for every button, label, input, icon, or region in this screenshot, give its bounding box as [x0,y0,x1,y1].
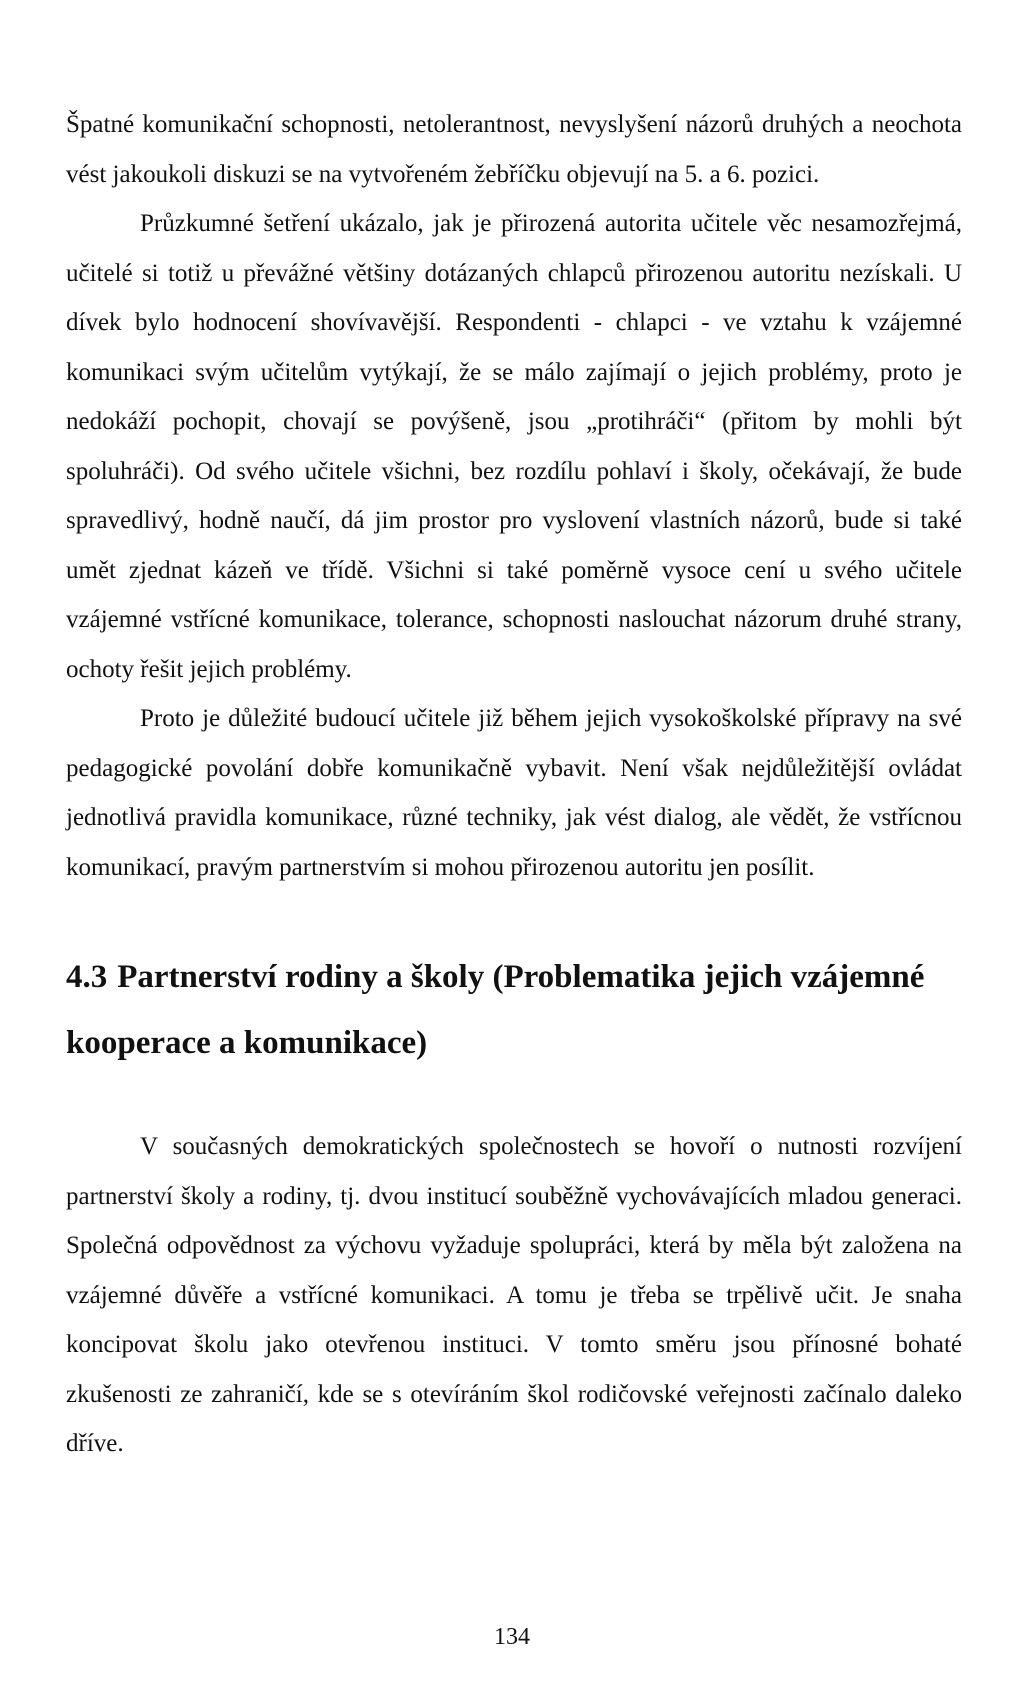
paragraph-survey-results: Průzkumné šetření ukázalo, jak je přirozená autorita učitele věc nesamozřejmá, učitelé si totiž u převážné většiny dotázaných chlapců přirozenou autoritu nezískali. U dívek bylo hodnocení shovívavější. Respondenti - chlapci - ve vztahu k vzájemné komunikaci svým učitelům vytýkají, že se málo zajímají o jejich problémy, proto je nedokáží pochopit, chovají se povýšeně, jsou „protihráči“ (přitom by mohli být spoluhráči). Od svého učitele všichni, bez rozdílu pohlaví i školy, očekávají, že bude spravedlivý, hodně naučí, dá jim prostor pro vyslovení vlastních názorů, bude si také umět zjednat kázeň ve třídě. Všichni si také poměrně vysoce cení u svého učitele vzájemné vstřícné komunikace, tolerance, schopnosti naslouchat názorum druhé strany, ochoty řešit jejich problémy. [66,210,962,683]
document-page [66,100,962,1469]
section-number: 4.3 [66,959,108,995]
paragraph-teacher-preparation: Proto je důležité budoucí učitele již během jejich vysokoškolské přípravy na své pedagogické povolání dobře komunikačně vybavit. Není však nejdůležitější ovládat jednotlivá pravidla komunikace, různé techniky, jak vést dialog, ale vědět, že vstřícnou komunikací, pravým partnerstvím si mohou přirozenou autoritu jen posílit. [66,705,962,881]
paragraph-partnership: V současných demokratických společnostech se hovoří o nutnosti rozvíjení partnerství školy a rodiny, tj. dvou institucí souběžně vychovávajících mladou generaci. Společná odpovědnost za výchovu vyžaduje spolupráci, která by měla být založena na vzájemné důvěře a vstřícné komunikaci. A tomu je třeba se trpělivě učit. Je snaha koncipovat školu jako otevřenou instituci. V tomto směru jsou přínosné bohaté zkušenosti ze zahraničí, kde se s otevíráním škol rodičovské veřejnosti začínalo daleko dříve. [66,1133,962,1457]
paragraph-communication-skills: Špatné komunikační schopnosti, netolerantnost, nevyslyšení názorů druhých a neochota vést jakoukoli diskuzi se na vytvořeném žebříčku objevují na 5. a 6. pozici. [66,111,962,188]
section-heading [66,944,962,1076]
section-title: Partnerství rodiny a školy (Problematika jejich vzájemné kooperace a komunikace) [66,959,925,1061]
page-number: 134 [494,1624,530,1650]
